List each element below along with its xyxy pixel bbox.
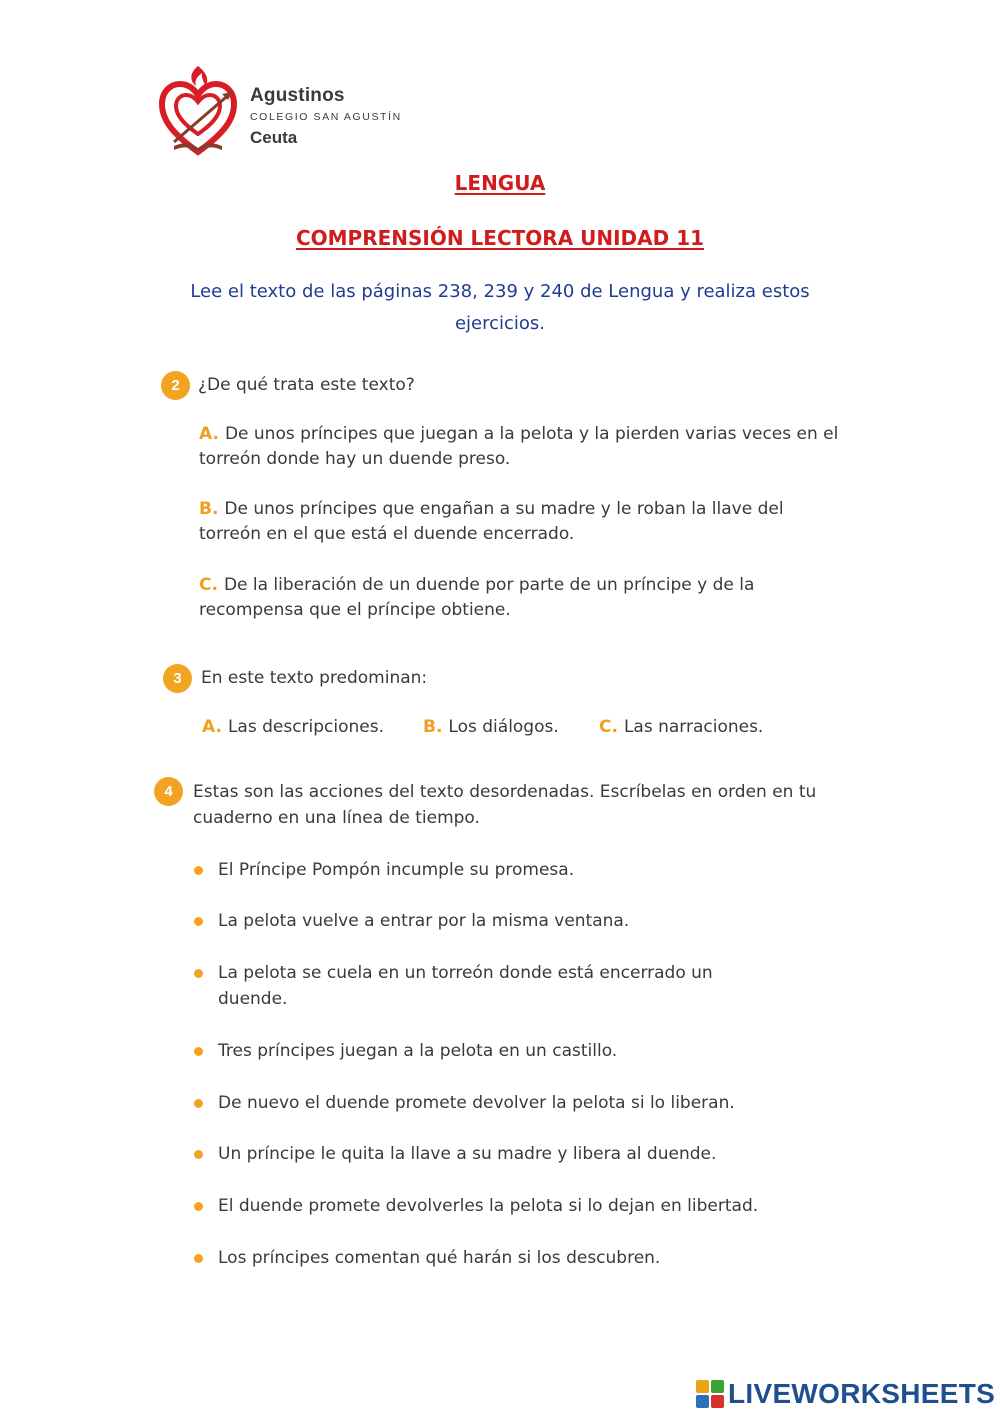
- list-item: [194, 1090, 818, 1116]
- list-item-text: La pelota vuelve a entrar por la misma ventana.: [218, 911, 630, 931]
- liveworksheets-logo-icon: [696, 1380, 724, 1408]
- question-2-number: 2: [161, 371, 190, 400]
- question-3-option-b[interactable]: [423, 717, 559, 737]
- list-item-text: Un príncipe le quita la llave a su madre y libera al duende.: [218, 1144, 717, 1164]
- option-letter: B.: [199, 499, 219, 519]
- list-item-text: Los príncipes comentan qué harán si los descubren.: [218, 1248, 661, 1268]
- question-3-number: 3: [163, 664, 192, 693]
- option-text: Los diálogos.: [448, 717, 559, 737]
- subject-title: LENGUA: [454, 171, 546, 195]
- option-letter: A.: [202, 717, 222, 737]
- question-2-text: ¿De qué trata este texto?: [198, 375, 415, 395]
- unit-title: COMPRENSIÓN LECTORA UNIDAD 11: [295, 226, 705, 250]
- option-letter: A.: [199, 424, 219, 444]
- question-2-option-a[interactable]: [199, 422, 839, 472]
- question-3-option-a[interactable]: [202, 717, 384, 737]
- question-3-option-c[interactable]: [599, 717, 763, 737]
- list-item: [194, 1038, 778, 1064]
- bullet-icon: [194, 1150, 203, 1159]
- list-item-text: De nuevo el duende promete devolver la pelota si lo liberan.: [218, 1093, 735, 1113]
- watermark-text: LIVEWORKSHEETS: [728, 1378, 996, 1409]
- bullet-icon: [194, 1099, 203, 1108]
- list-item: [194, 960, 778, 1012]
- list-item-text: Tres príncipes juegan a la pelota en un castillo.: [218, 1041, 618, 1061]
- bullet-icon: [194, 1254, 203, 1263]
- bullet-icon: [194, 1202, 203, 1211]
- list-item-text: La pelota se cuela en un torreón donde está encerrado un duende.: [218, 963, 713, 1009]
- bullet-icon: [194, 1047, 203, 1056]
- question-2-option-b[interactable]: [199, 497, 839, 547]
- school-logo-icon: [158, 64, 238, 156]
- list-item: [194, 908, 778, 934]
- school-city: Ceuta: [250, 127, 298, 147]
- question-4-text: Estas son las acciones del texto desordenadas. Escríbelas en orden en tu cuaderno en una línea de tiempo.: [193, 782, 817, 828]
- instruction-text: Lee el texto de las páginas 238, 239 y 240 de Lengua y realiza estos ejercicios.: [190, 281, 810, 334]
- list-item: [194, 1141, 818, 1167]
- option-letter: C.: [599, 717, 618, 737]
- option-text: De la liberación de un duende por parte de un príncipe y de la recompensa que el príncipe obtiene.: [199, 575, 755, 620]
- option-letter: C.: [199, 575, 218, 595]
- list-item-text: El duende promete devolverles la pelota si lo dejan en libertad.: [218, 1196, 759, 1216]
- option-letter: B.: [423, 717, 443, 737]
- bullet-icon: [194, 917, 203, 926]
- list-item-text: El Príncipe Pompón incumple su promesa.: [218, 860, 575, 880]
- list-item: [194, 1245, 818, 1271]
- list-item: [194, 1193, 838, 1219]
- school-subtitle: COLEGIO SAN AGUSTÍN: [250, 111, 402, 123]
- question-2-option-c[interactable]: [199, 573, 839, 623]
- question-4-number: 4: [154, 777, 183, 806]
- option-text: De unos príncipes que juegan a la pelota y la pierden varias veces en el torreón donde hay un duende preso.: [199, 424, 839, 469]
- option-text: Las narraciones.: [623, 717, 764, 737]
- option-text: Las descripciones.: [227, 717, 385, 737]
- bullet-icon: [194, 969, 203, 978]
- bullet-icon: [194, 866, 203, 875]
- option-text: De unos príncipes que engañan a su madre y le roban la llave del torreón en el que está el duende encerrado.: [199, 499, 784, 544]
- list-item: [194, 857, 778, 883]
- question-3-text: En este texto predominan:: [201, 668, 428, 688]
- school-name-block: [250, 86, 402, 146]
- liveworksheets-watermark: [696, 1377, 995, 1411]
- school-name: Agustinos: [250, 85, 345, 106]
